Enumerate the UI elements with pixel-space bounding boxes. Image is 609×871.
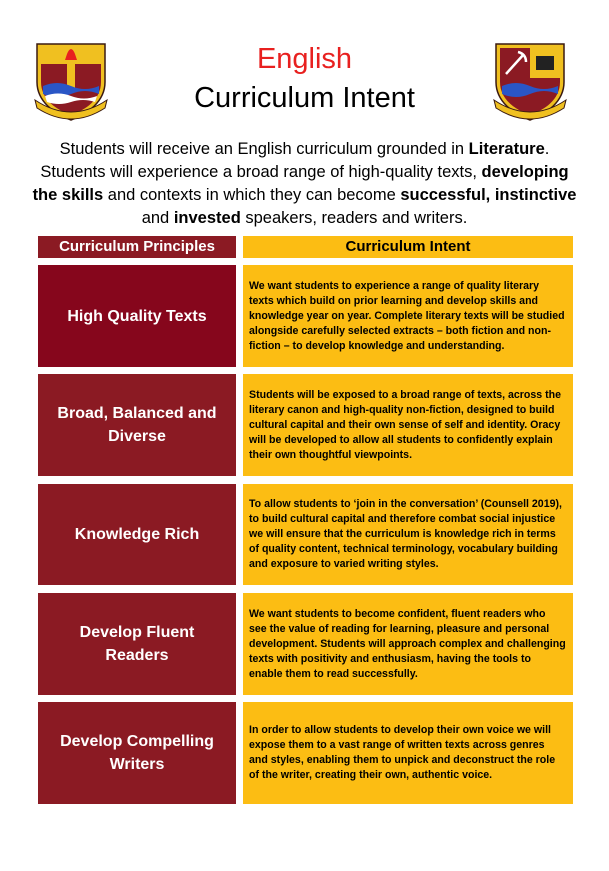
intent-cell: We want students to become confident, fluent readers who see the value of reading for learning, pleasure and personal development. Students will approach complex and challenging texts with positivity and enthusiasm, having the tools to enable them to read successfully. — [243, 593, 573, 695]
principle-cell: Develop Compelling Writers — [38, 702, 236, 804]
intent-cell: To allow students to ‘join in the conversation’ (Counsell 2019), to build cultural capital and therefore combat social injustice we will ensure that the curriculum is knowledge rich in terms of quality content, technical terminology, vocabulary building and exposure to varied writing styles. — [243, 484, 573, 585]
page-title: Curriculum Intent — [194, 82, 415, 114]
intent-cell: In order to allow students to develop their own voice we will expose them to a vast range of written texts across genres and styles, enabling them to unpick and deconstruct the role of the writer, creating their own, authentic voice. — [243, 702, 573, 804]
intro-bold-invested: invested — [173, 209, 241, 227]
intro-bold-literature: Literature — [468, 140, 545, 158]
intro-bold-skills: developing the skills — [32, 163, 569, 204]
principle-cell: Knowledge Rich — [38, 484, 236, 585]
principle-cell: High Quality Texts — [38, 265, 236, 367]
intent-cell: Students will be exposed to a broad range of texts, across the literary canon and high-quality non-fiction, designed to build cultural capital and their own sense of self and identity. Oracy will be developed to allow all students to confidently explain their own thoughtful viewpoints. — [243, 374, 573, 476]
intent-cell: We want students to experience a range of quality literary texts which build on prior learning and develop skills and knowledge year on year. Complete literary texts will be studied alongside carefully selected extracts – both fiction and non-fiction – to develop knowledge and understanding. — [243, 265, 573, 367]
principle-cell: Develop Fluent Readers — [38, 593, 236, 695]
page-title-subject: English — [256, 43, 353, 75]
column-header-intent: Curriculum Intent — [243, 236, 573, 258]
column-header-principles: Curriculum Principles — [38, 236, 236, 258]
principle-cell: Broad, Balanced and Diverse — [38, 374, 236, 476]
intro-bold-successful: successful, instinctive — [400, 186, 577, 204]
intro-paragraph: Students will receive an English curriculum grounded in Literature. Students will experience a broad range of high-quality texts, developing the skills and contexts in which they can become successful, instinctive and invested speakers, readers and writers. — [32, 140, 577, 227]
